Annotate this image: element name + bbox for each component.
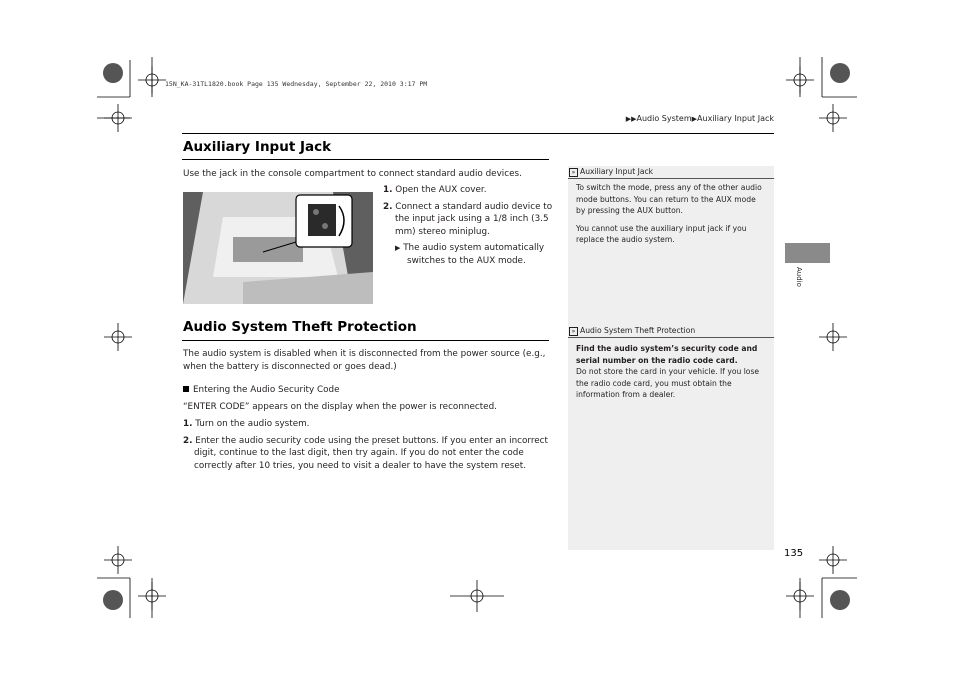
breadcrumb — [626, 114, 774, 123]
result-arrow-icon: ▶ — [395, 244, 401, 252]
note-title-theft: » Audio System Theft Protection — [569, 326, 695, 336]
theft-intro: The audio system is disabled when it is disconnected from the power source (e.g., when the battery is disconnected or goes dead.) — [183, 349, 546, 372]
chapter-tab — [785, 243, 830, 263]
note-icon: » — [569, 168, 578, 177]
enter-code-text: “ENTER CODE” appears on the display when the power is reconnected. — [183, 402, 497, 412]
step-2: 2. Connect a standard audio device to the input jack using a 1/8 inch (3.5 mm) stereo miniplug. — [383, 201, 553, 237]
note-title-aux: » Auxiliary Input Jack — [569, 167, 653, 177]
console-illustration — [183, 192, 373, 304]
section-rule — [182, 159, 549, 160]
step-result: ▶ The audio system automatically switches to the AUX mode. — [395, 243, 545, 266]
section-title-theft: Audio System Theft Protection — [183, 319, 417, 335]
header-rule — [182, 133, 774, 134]
theft-steps — [183, 418, 548, 472]
aux-steps — [383, 184, 553, 267]
section-title-aux: Auxiliary Input Jack — [183, 139, 332, 155]
note-aux-text: To switch the mode, press any of the other audio mode buttons. You can return to the AUX mode by pressing the AUX button. You cannot use the auxiliary input jack if you replace the audio system. — [576, 183, 762, 244]
aux-intro: Use the jack in the console compartment to connect standard audio devices. — [183, 169, 522, 179]
section-rule — [182, 340, 549, 341]
note-theft-text: Find the audio system’s security code and serial number on the radio code card. Do not store the card in your vehicle. If you lose the radio code card, you must obtain the information from a dealer. — [576, 344, 760, 399]
note-rule — [568, 178, 774, 179]
breadcrumb-arrow-icon: ▶ — [691, 115, 698, 123]
aux-jack-photo — [183, 192, 373, 304]
chapter-tab-label: Audio — [795, 267, 803, 287]
note-icon: » — [569, 327, 578, 336]
breadcrumb-item: Auxiliary Input Jack — [697, 114, 774, 123]
note-rule — [568, 337, 774, 338]
breadcrumb-arrow-icon: ▶▶ — [625, 115, 637, 123]
breadcrumb-item: Audio System — [636, 114, 692, 123]
square-bullet-icon — [183, 386, 189, 392]
security-code-subheading: Entering the Audio Security Code — [183, 384, 340, 397]
step-2: 2. Enter the audio security code using the preset buttons. If you enter an incorrect digit, continue to the last digit, then try again. If you do not enter the code correctly after 10 tries, you need to visit a dealer to have the system reset. — [183, 435, 548, 471]
step-1: 1. Open the AUX cover. — [383, 185, 487, 195]
file-info-line: 15N_KA-31TL1820.book Page 135 Wednesday, September 22, 2010 3:17 PM — [165, 80, 428, 88]
step-1: 1. Turn on the audio system. — [183, 419, 310, 429]
page-number: 135 — [784, 548, 804, 559]
